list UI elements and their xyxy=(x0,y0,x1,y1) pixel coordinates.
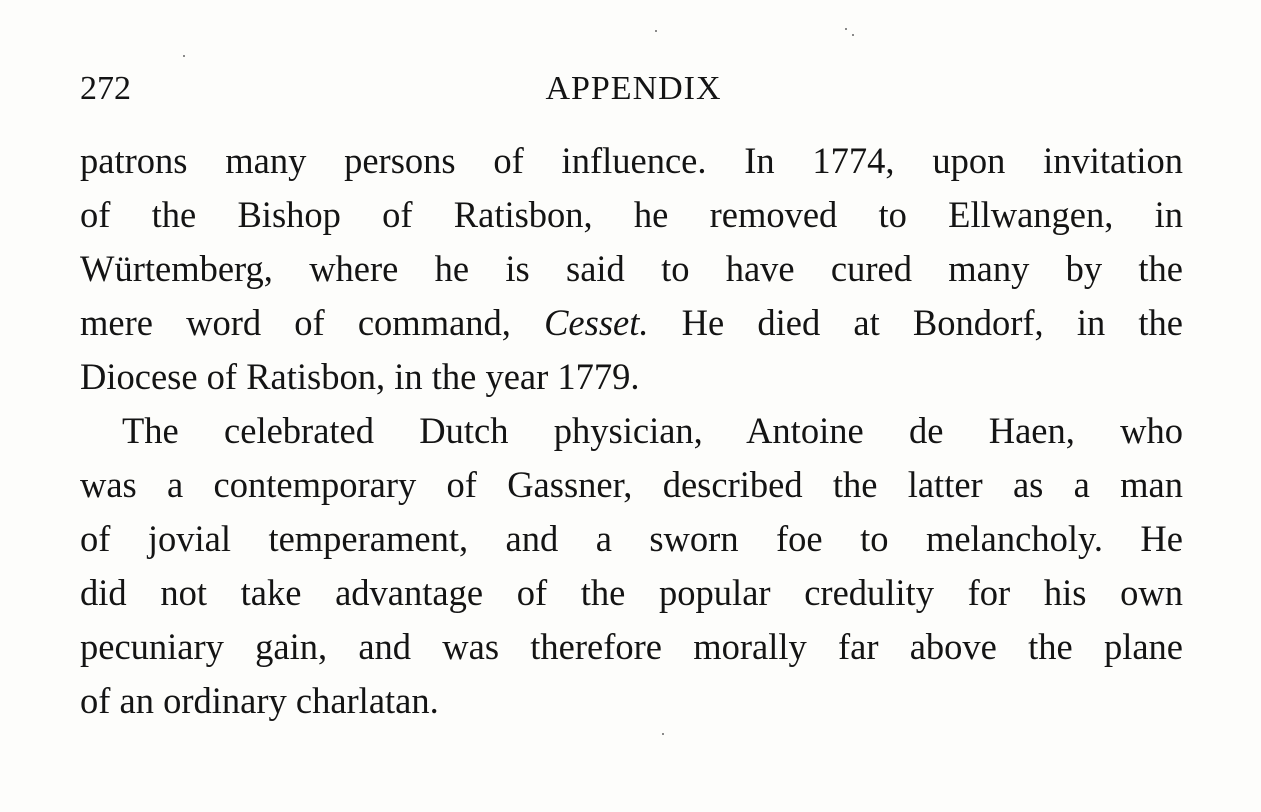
text-line xyxy=(80,134,1183,188)
italic-text-run: Cesset. xyxy=(544,302,649,343)
text-line xyxy=(80,674,1183,728)
text-line xyxy=(80,296,1183,350)
page-header xyxy=(80,64,1183,114)
body-text xyxy=(80,134,1183,728)
text-run: The celebrated Dutch physician, Antoine de Haen, who xyxy=(122,410,1183,451)
scan-speck xyxy=(183,55,185,57)
text-run: mere word of command, xyxy=(80,302,545,343)
text-run: of jovial temperament, and a sworn foe to melancholy. He xyxy=(80,518,1183,559)
paragraph xyxy=(80,134,1183,404)
page-number: 272 xyxy=(80,70,131,107)
scan-speck xyxy=(852,34,854,36)
text-line xyxy=(80,242,1183,296)
scan-speck xyxy=(655,30,657,32)
text-line xyxy=(80,458,1183,512)
text-run: He died at Bondorf, in the xyxy=(648,302,1183,343)
text-run: Würtemberg, where he is said to have cured many by the xyxy=(80,248,1183,289)
text-run: of the Bishop of Ratisbon, he removed to Ellwangen, in xyxy=(80,194,1183,235)
text-line xyxy=(80,566,1183,620)
scan-speck xyxy=(845,28,847,30)
running-title: APPENDIX xyxy=(545,70,722,107)
text-line xyxy=(80,404,1183,458)
paragraph xyxy=(80,404,1183,728)
text-run: Diocese of Ratisbon, in the year 1779. xyxy=(80,356,640,397)
text-run: of an ordinary charlatan. xyxy=(80,680,439,721)
text-line xyxy=(80,620,1183,674)
scan-speck xyxy=(662,733,664,735)
text-run: did not take advantage of the popular credulity for his own xyxy=(80,572,1183,613)
text-run: was a contemporary of Gassner, described the latter as a man xyxy=(80,464,1183,505)
text-line xyxy=(80,512,1183,566)
text-line xyxy=(80,188,1183,242)
text-line xyxy=(80,350,1183,404)
text-run: patrons many persons of influence. In 1774, upon invitation xyxy=(80,140,1183,181)
text-run: pecuniary gain, and was therefore morally far above the plane xyxy=(80,626,1183,667)
